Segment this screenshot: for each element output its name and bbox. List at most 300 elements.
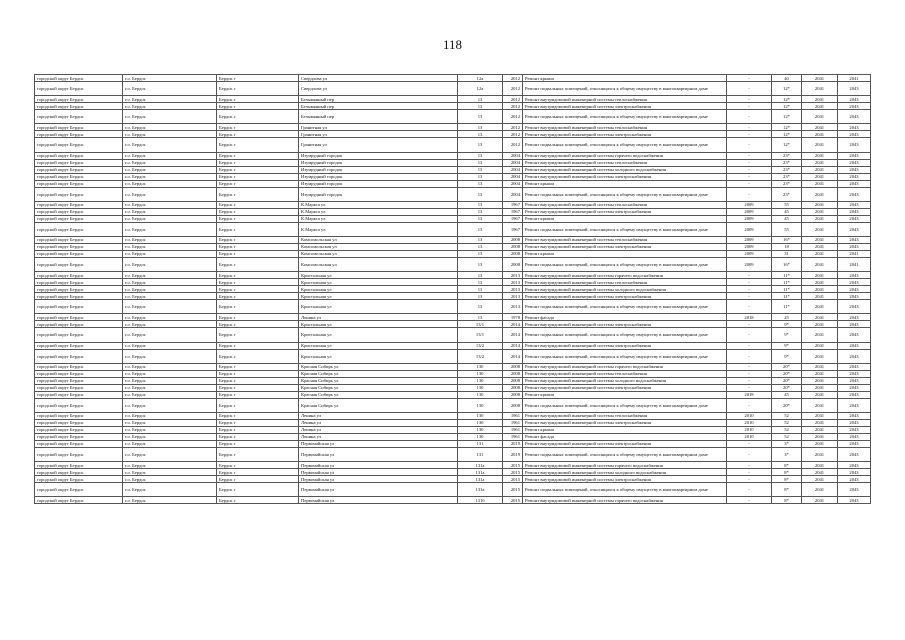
plan-end-year-cell: 2043 <box>838 384 871 391</box>
house-number-cell: 13 <box>458 293 503 300</box>
plan-start-year-cell: 2041 <box>802 124 838 131</box>
build-year-cell: 2012 <box>503 96 523 103</box>
plan-end-year-cell: 2043 <box>838 173 871 180</box>
wear-percent-cell: 52 <box>772 412 802 419</box>
street-cell: Изумрудный городок <box>299 152 458 159</box>
house-number-cell: 13 <box>458 152 503 159</box>
house-number-cell: 13 <box>458 96 503 103</box>
work-type-cell: Ремонт внутридомовой инженерной системы горячего водоснабжения <box>523 462 727 469</box>
wear-percent-cell: 8* <box>772 476 802 483</box>
last-repair-year-cell: - <box>727 159 772 166</box>
municipality-cell: городской округ Бердск <box>35 349 123 363</box>
last-repair-year-cell: - <box>727 462 772 469</box>
wear-percent-cell: 11* <box>772 272 802 279</box>
plan-start-year-cell: 2041 <box>802 131 838 138</box>
house-number-cell: 13 <box>458 166 503 173</box>
street-cell: Кристальная ул <box>299 349 458 363</box>
wear-percent-cell: 8* <box>772 469 802 476</box>
municipality-cell: городской округ Бердск <box>35 103 123 110</box>
settlement-cell: г.о. Бердск <box>123 110 217 124</box>
street-cell: Изумрудный городок <box>299 159 458 166</box>
plan-start-year-cell: 2041 <box>802 328 838 342</box>
wear-percent-cell: 23* <box>772 173 802 180</box>
locality-cell: Бердск г <box>217 384 299 391</box>
plan-start-year-cell: 2041 <box>802 96 838 103</box>
settlement-cell: г.о. Бердск <box>123 124 217 131</box>
table-row <box>35 412 871 419</box>
street-cell: Кристальная ул <box>299 293 458 300</box>
locality-cell: Бердск г <box>217 314 299 321</box>
municipality-cell: городской округ Бердск <box>35 222 123 236</box>
plan-start-year-cell: 2041 <box>802 173 838 180</box>
wear-percent-cell: 20* <box>772 377 802 384</box>
municipality-cell: городской округ Бердск <box>35 250 123 257</box>
locality-cell: Бердск г <box>217 440 299 447</box>
plan-start-year-cell: 2041 <box>802 215 838 222</box>
work-type-cell: Ремонт подвальных помещений, относящихся к общему имуществу в многоквартирном доме <box>523 300 727 314</box>
last-repair-year-cell: 2009 <box>727 208 772 215</box>
work-type-cell: Ремонт внутридомовой инженерной системы теплоснабжения <box>523 124 727 131</box>
plan-start-year-cell: 2041 <box>802 370 838 377</box>
municipality-cell: городской округ Бердск <box>35 131 123 138</box>
settlement-cell: г.о. Бердск <box>123 222 217 236</box>
wear-percent-cell: 12* <box>772 138 802 152</box>
plan-end-year-cell: 2043 <box>838 469 871 476</box>
plan-end-year-cell: 2043 <box>838 342 871 349</box>
work-type-cell: Ремонт внутридомовой инженерной системы теплоснабжения <box>523 279 727 286</box>
table-body <box>35 75 871 504</box>
work-type-cell: Ремонт подвальных помещений, относящихся к общему имуществу в многоквартирном доме <box>523 187 727 201</box>
municipality-cell: городской округ Бердск <box>35 96 123 103</box>
municipality-cell: городской округ Бердск <box>35 314 123 321</box>
last-repair-year-cell: 2009 <box>727 243 772 250</box>
locality-cell: Бердск г <box>217 469 299 476</box>
street-cell: К.Маркса ул <box>299 222 458 236</box>
table-row <box>35 349 871 363</box>
locality-cell: Бердск г <box>217 138 299 152</box>
settlement-cell: г.о. Бердск <box>123 152 217 159</box>
wear-percent-cell: 9* <box>772 342 802 349</box>
plan-start-year-cell: 2041 <box>802 391 838 398</box>
settlement-cell: г.о. Бердск <box>123 314 217 321</box>
settlement-cell: г.о. Бердск <box>123 208 217 215</box>
build-year-cell: 1961 <box>503 433 523 440</box>
build-year-cell: 2015 <box>503 476 523 483</box>
plan-end-year-cell: 2043 <box>838 82 871 96</box>
plan-end-year-cell: 2043 <box>838 243 871 250</box>
street-cell: Красная Сибирь ул <box>299 398 458 412</box>
last-repair-year-cell: - <box>727 398 772 412</box>
settlement-cell: г.о. Бердск <box>123 349 217 363</box>
last-repair-year-cell: - <box>727 131 772 138</box>
plan-end-year-cell: 2041 <box>838 75 871 82</box>
table-row <box>35 469 871 476</box>
locality-cell: Бердск г <box>217 110 299 124</box>
municipality-cell: городской округ Бердск <box>35 138 123 152</box>
plan-end-year-cell: 2043 <box>838 328 871 342</box>
house-number-cell: 13 <box>458 173 503 180</box>
build-year-cell: 1961 <box>503 419 523 426</box>
settlement-cell: г.о. Бердск <box>123 236 217 243</box>
build-year-cell: 2008 <box>503 363 523 370</box>
municipality-cell: городской округ Бердск <box>35 328 123 342</box>
settlement-cell: г.о. Бердск <box>123 426 217 433</box>
build-year-cell: 2008 <box>503 377 523 384</box>
plan-start-year-cell: 2041 <box>802 419 838 426</box>
municipality-cell: городской округ Бердск <box>35 476 123 483</box>
plan-end-year-cell: 2043 <box>838 286 871 293</box>
last-repair-year-cell: - <box>727 349 772 363</box>
locality-cell: Бердск г <box>217 342 299 349</box>
work-type-cell: Ремонт крыши <box>523 250 727 257</box>
work-type-cell: Ремонт внутридомовой инженерной системы электроснабжения <box>523 293 727 300</box>
plan-end-year-cell: 2043 <box>838 152 871 159</box>
build-year-cell: 2013 <box>503 293 523 300</box>
locality-cell: Бердск г <box>217 180 299 187</box>
house-number-cell: 13 <box>458 159 503 166</box>
build-year-cell: 2015 <box>503 462 523 469</box>
last-repair-year-cell: - <box>727 152 772 159</box>
settlement-cell: г.о. Бердск <box>123 250 217 257</box>
last-repair-year-cell: - <box>727 187 772 201</box>
settlement-cell: г.о. Бердск <box>123 462 217 469</box>
wear-percent-cell: 25 <box>772 314 802 321</box>
house-number-cell: 13 <box>458 201 503 208</box>
wear-percent-cell: 23* <box>772 166 802 173</box>
wear-percent-cell: 18 <box>772 243 802 250</box>
plan-start-year-cell: 2041 <box>802 222 838 236</box>
house-number-cell: 130 <box>458 370 503 377</box>
settlement-cell: г.о. Бердск <box>123 279 217 286</box>
build-year-cell: 1961 <box>503 426 523 433</box>
house-number-cell: 13/1 <box>458 321 503 328</box>
table-row <box>35 124 871 131</box>
wear-percent-cell: 12* <box>772 110 802 124</box>
plan-end-year-cell: 2043 <box>838 96 871 103</box>
wear-percent-cell: 8* <box>772 483 802 497</box>
page-number: 118 <box>442 37 463 52</box>
street-cell: Кристальная ул <box>299 279 458 286</box>
build-year-cell: 2008 <box>503 250 523 257</box>
build-year-cell: 2014 <box>503 321 523 328</box>
plan-start-year-cell: 2041 <box>802 201 838 208</box>
last-repair-year-cell: - <box>727 440 772 447</box>
settlement-cell: г.о. Бердск <box>123 300 217 314</box>
build-year-cell: 1961 <box>503 412 523 419</box>
work-type-cell: Ремонт крыши <box>523 215 727 222</box>
build-year-cell: 2013 <box>503 300 523 314</box>
house-number-cell: 131б <box>458 497 503 504</box>
plan-start-year-cell: 2041 <box>802 75 838 82</box>
municipality-cell: городской округ Бердск <box>35 391 123 398</box>
work-type-cell: Ремонт внутридомовой инженерной системы электроснабжения <box>523 419 727 426</box>
municipality-cell: городской округ Бердск <box>35 152 123 159</box>
house-number-cell: 130 <box>458 384 503 391</box>
build-year-cell: 2013 <box>503 279 523 286</box>
locality-cell: Бердск г <box>217 103 299 110</box>
last-repair-year-cell: 2018 <box>727 314 772 321</box>
plan-end-year-cell: 2043 <box>838 187 871 201</box>
settlement-cell: г.о. Бердск <box>123 257 217 271</box>
work-type-cell: Ремонт внутридомовой инженерной системы электроснабжения <box>523 243 727 250</box>
municipality-cell: городской округ Бердск <box>35 272 123 279</box>
plan-start-year-cell: 2041 <box>802 349 838 363</box>
table-row <box>35 215 871 222</box>
plan-start-year-cell: 2041 <box>802 82 838 96</box>
build-year-cell: 2012 <box>503 110 523 124</box>
table-row <box>35 462 871 469</box>
last-repair-year-cell: - <box>727 166 772 173</box>
municipality-cell: городской округ Бердск <box>35 75 123 82</box>
last-repair-year-cell: - <box>727 75 772 82</box>
plan-end-year-cell: 2043 <box>838 447 871 461</box>
municipality-cell: городской округ Бердск <box>35 363 123 370</box>
last-repair-year-cell: - <box>727 96 772 103</box>
work-type-cell: Ремонт крыши <box>523 391 727 398</box>
house-number-cell: 13 <box>458 250 503 257</box>
wear-percent-cell: 12* <box>772 124 802 131</box>
last-repair-year-cell: - <box>727 300 772 314</box>
build-year-cell: 2008 <box>503 384 523 391</box>
locality-cell: Бердск г <box>217 398 299 412</box>
work-type-cell: Ремонт подвальных помещений, относящихся к общему имуществу в многоквартирном доме <box>523 483 727 497</box>
street-cell: Красная Сибирь ул <box>299 370 458 377</box>
locality-cell: Бердск г <box>217 412 299 419</box>
locality-cell: Бердск г <box>217 497 299 504</box>
build-year-cell: 1967 <box>503 208 523 215</box>
municipality-cell: городской округ Бердск <box>35 286 123 293</box>
wear-percent-cell: 52 <box>772 426 802 433</box>
last-repair-year-cell: - <box>727 483 772 497</box>
locality-cell: Бердск г <box>217 82 299 96</box>
build-year-cell: 2008 <box>503 236 523 243</box>
build-year-cell: 2004 <box>503 187 523 201</box>
plan-start-year-cell: 2041 <box>802 342 838 349</box>
work-type-cell: Ремонт внутридомовой инженерной системы теплоснабжения <box>523 96 727 103</box>
street-cell: Красная Сибирь ул <box>299 391 458 398</box>
street-cell: Кристальная ул <box>299 321 458 328</box>
house-number-cell: 13/2 <box>458 342 503 349</box>
locality-cell: Бердск г <box>217 75 299 82</box>
street-cell: К.Маркса ул <box>299 201 458 208</box>
street-cell: Безымянный пер <box>299 103 458 110</box>
locality-cell: Бердск г <box>217 328 299 342</box>
municipality-cell: городской округ Бердск <box>35 398 123 412</box>
plan-start-year-cell: 2041 <box>802 483 838 497</box>
street-cell: Гранитная ул <box>299 131 458 138</box>
settlement-cell: г.о. Бердск <box>123 391 217 398</box>
wear-percent-cell: 3* <box>772 440 802 447</box>
house-number-cell: 13 <box>458 314 503 321</box>
plan-start-year-cell: 2041 <box>802 286 838 293</box>
plan-start-year-cell: 2041 <box>802 462 838 469</box>
locality-cell: Бердск г <box>217 208 299 215</box>
table-row <box>35 476 871 483</box>
plan-start-year-cell: 2041 <box>802 476 838 483</box>
last-repair-year-cell: 2010 <box>727 419 772 426</box>
wear-percent-cell: 45 <box>772 391 802 398</box>
build-year-cell: 2008 <box>503 391 523 398</box>
build-year-cell: 2012 <box>503 103 523 110</box>
wear-percent-cell: 12* <box>772 103 802 110</box>
last-repair-year-cell: - <box>727 328 772 342</box>
street-cell: Первомайская ул <box>299 469 458 476</box>
work-type-cell: Ремонт внутридомовой инженерной системы электроснабжения <box>523 131 727 138</box>
settlement-cell: г.о. Бердск <box>123 96 217 103</box>
build-year-cell: 1967 <box>503 222 523 236</box>
house-number-cell: 130 <box>458 426 503 433</box>
house-number-cell: 131 <box>458 440 503 447</box>
table-row <box>35 426 871 433</box>
work-type-cell: Ремонт фасада <box>523 433 727 440</box>
municipality-cell: городской округ Бердск <box>35 159 123 166</box>
settlement-cell: г.о. Бердск <box>123 447 217 461</box>
plan-start-year-cell: 2041 <box>802 321 838 328</box>
street-cell: Кристальная ул <box>299 342 458 349</box>
build-year-cell: 2014 <box>503 349 523 363</box>
settlement-cell: г.о. Бердск <box>123 180 217 187</box>
build-year-cell: 2015 <box>503 497 523 504</box>
table-row <box>35 201 871 208</box>
build-year-cell: 2008 <box>503 370 523 377</box>
plan-end-year-cell: 2043 <box>838 236 871 243</box>
municipality-cell: городской округ Бердск <box>35 173 123 180</box>
wear-percent-cell: 3* <box>772 447 802 461</box>
table-row <box>35 328 871 342</box>
table-row <box>35 75 871 82</box>
work-type-cell: Ремонт фасада <box>523 314 727 321</box>
plan-start-year-cell: 2041 <box>802 279 838 286</box>
house-number-cell: 13 <box>458 103 503 110</box>
house-number-cell: 13/2 <box>458 349 503 363</box>
street-cell: Безымянный пер <box>299 96 458 103</box>
table-row <box>35 272 871 279</box>
house-number-cell: 13 <box>458 110 503 124</box>
table-row <box>35 433 871 440</box>
street-cell: К.Маркса ул <box>299 215 458 222</box>
street-cell: Первомайская ул <box>299 440 458 447</box>
locality-cell: Бердск г <box>217 462 299 469</box>
plan-start-year-cell: 2041 <box>802 377 838 384</box>
table-row <box>35 187 871 201</box>
build-year-cell: 2008 <box>503 243 523 250</box>
locality-cell: Бердск г <box>217 173 299 180</box>
plan-end-year-cell: 2043 <box>838 321 871 328</box>
settlement-cell: г.о. Бердск <box>123 103 217 110</box>
wear-percent-cell: 20* <box>772 398 802 412</box>
build-year-cell: 2012 <box>503 131 523 138</box>
work-type-cell: Ремонт подвальных помещений, относящихся к общему имуществу в многоквартирном доме <box>523 82 727 96</box>
municipality-cell: городской округ Бердск <box>35 166 123 173</box>
settlement-cell: г.о. Бердск <box>123 370 217 377</box>
build-year-cell: 2012 <box>503 75 523 82</box>
street-cell: Ленина ул <box>299 314 458 321</box>
work-type-cell: Ремонт внутридомовой инженерной системы электроснабжения <box>523 321 727 328</box>
street-cell: Гранитная ул <box>299 124 458 131</box>
table-row <box>35 250 871 257</box>
table-row <box>35 96 871 103</box>
settlement-cell: г.о. Бердск <box>123 476 217 483</box>
settlement-cell: г.о. Бердск <box>123 166 217 173</box>
table-row <box>35 398 871 412</box>
plan-end-year-cell: 2043 <box>838 138 871 152</box>
settlement-cell: г.о. Бердск <box>123 173 217 180</box>
last-repair-year-cell: - <box>727 370 772 377</box>
wear-percent-cell: 16* <box>772 257 802 271</box>
table-row <box>35 279 871 286</box>
house-number-cell: 13 <box>458 222 503 236</box>
work-type-cell: Ремонт подвальных помещений, относящихся к общему имуществу в многоквартирном доме <box>523 110 727 124</box>
work-type-cell: Ремонт внутридомовой инженерной системы электроснабжения <box>523 342 727 349</box>
settlement-cell: г.о. Бердск <box>123 82 217 96</box>
plan-end-year-cell: 2043 <box>838 222 871 236</box>
last-repair-year-cell: - <box>727 110 772 124</box>
work-type-cell: Ремонт подвальных помещений, относящихся к общему имуществу в многоквартирном доме <box>523 138 727 152</box>
street-cell: Ленина ул <box>299 412 458 419</box>
locality-cell: Бердск г <box>217 286 299 293</box>
wear-percent-cell: 31 <box>772 250 802 257</box>
plan-start-year-cell: 2041 <box>802 152 838 159</box>
work-type-cell: Ремонт внутридомовой инженерной системы холодного водоснабжения <box>523 377 727 384</box>
plan-end-year-cell: 2043 <box>838 419 871 426</box>
locality-cell: Бердск г <box>217 187 299 201</box>
last-repair-year-cell: 2009 <box>727 257 772 271</box>
repair-schedule-table <box>34 74 871 504</box>
plan-end-year-cell: 2043 <box>838 363 871 370</box>
build-year-cell: 2008 <box>503 398 523 412</box>
municipality-cell: городской округ Бердск <box>35 419 123 426</box>
plan-end-year-cell: 2043 <box>838 412 871 419</box>
work-type-cell: Ремонт внутридомовой инженерной системы электроснабжения <box>523 173 727 180</box>
work-type-cell: Ремонт подвальных помещений, относящихся к общему имуществу в многоквартирном доме <box>523 222 727 236</box>
build-year-cell: 2014 <box>503 342 523 349</box>
table-row <box>35 243 871 250</box>
last-repair-year-cell: - <box>727 469 772 476</box>
house-number-cell: 13 <box>458 236 503 243</box>
wear-percent-cell: 12* <box>772 82 802 96</box>
plan-end-year-cell: 2043 <box>838 377 871 384</box>
municipality-cell: городской округ Бердск <box>35 279 123 286</box>
table-row <box>35 419 871 426</box>
plan-start-year-cell: 2041 <box>802 314 838 321</box>
settlement-cell: г.о. Бердск <box>123 363 217 370</box>
last-repair-year-cell: 2009 <box>727 250 772 257</box>
municipality-cell: городской округ Бердск <box>35 82 123 96</box>
wear-percent-cell: 52 <box>772 433 802 440</box>
street-cell: К.Маркса ул <box>299 208 458 215</box>
settlement-cell: г.о. Бердск <box>123 328 217 342</box>
street-cell: Красная Сибирь ул <box>299 363 458 370</box>
house-number-cell: 13 <box>458 300 503 314</box>
table-row <box>35 483 871 497</box>
plan-start-year-cell: 2041 <box>802 426 838 433</box>
table-row <box>35 208 871 215</box>
settlement-cell: г.о. Бердск <box>123 483 217 497</box>
house-number-cell: 13 <box>458 187 503 201</box>
plan-end-year-cell: 2043 <box>838 279 871 286</box>
street-cell: Первомайская ул <box>299 476 458 483</box>
street-cell: Ленина ул <box>299 419 458 426</box>
locality-cell: Бердск г <box>217 349 299 363</box>
wear-percent-cell: 12* <box>772 131 802 138</box>
plan-end-year-cell: 2043 <box>838 433 871 440</box>
wear-percent-cell: 12* <box>772 96 802 103</box>
street-cell: Свердлова ул <box>299 82 458 96</box>
municipality-cell: городской округ Бердск <box>35 110 123 124</box>
house-number-cell: 13 <box>458 124 503 131</box>
settlement-cell: г.о. Бердск <box>123 293 217 300</box>
last-repair-year-cell: 2010 <box>727 412 772 419</box>
